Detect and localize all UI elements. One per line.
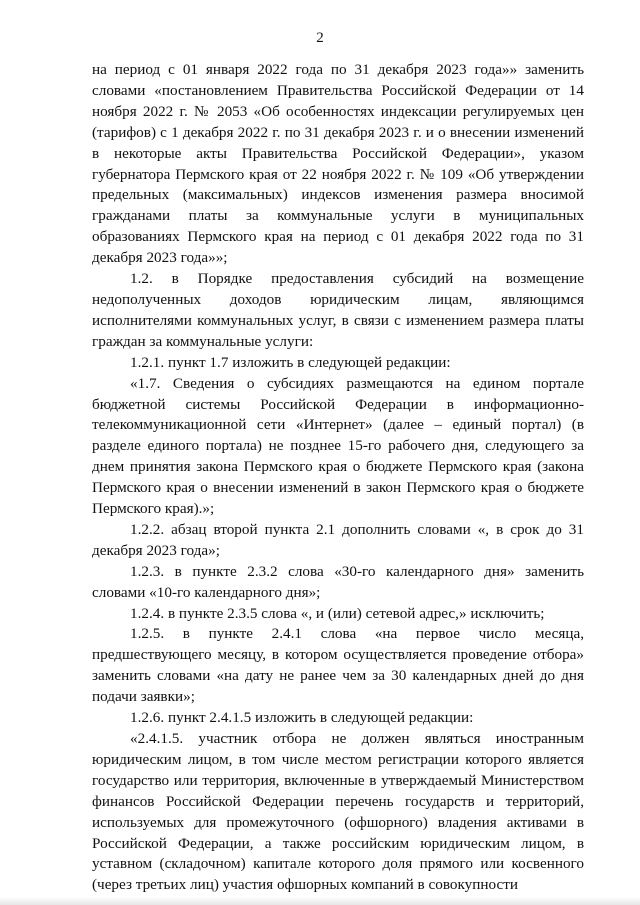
paragraph: 1.2.3. в пункте 2.3.2 слова «30-го календарного дня» заменить словами «10-го календарного дня»; <box>92 562 584 601</box>
paragraph: 1.2.5. в пункте 2.4.1 слова «на первое число месяца, предшествующего месяцу, в котором осуществляется проведение отбора» заменить словами «на дату не ранее чем за 30 календарных дней до дня подачи заявки»; <box>92 625 584 706</box>
paragraph: на период с 01 января 2022 года по 31 декабря 2023 года»» заменить словами «постановлением Правительства Российской Федерации от 14 ноября 2022 г. № 2053 «Об особенностях индексации регулируемых цен (тарифов) с 1 декабря 2022 г. по 31 декабря 2023 г. и о внесении изменений в некоторые акты Правительства Российской Федерации», указом губернатора Пермского края от 22 ноября 2022 г. № 109 «Об утверждении предельных (максимальных) индексов изменения размера вносимой гражданами платы за коммунальные услуги в муниципальных образованиях Пермского края на период с 01 декабря 2022 года по 31 декабря 2023 года»»; <box>92 61 584 267</box>
document-body <box>92 60 584 896</box>
paragraph: 1.2. в Порядке предоставления субсидий на возмещение недополученных доходов юридическим лицам, являющимся исполнителями коммунальных услуг, в связи с изменением размера платы граждан за коммунальные услуги: <box>92 270 584 350</box>
paragraph: «2.4.1.5. участник отбора не должен являться иностранным юридическим лицом, в том числе местом регистрации которого является государство или территория, включенные в утверждаемый Министерством финансов Российской Федерации перечень государств и территорий, используемых для промежуточного (офшорного) владения активами в Российской Федерации, а также российским юридическим лицом, в уставном (складочном) капитале которого доля прямого или косвенного (через третьих лиц) участия офшорных компаний в совокупности <box>92 730 584 894</box>
paragraph: 1.2.2. абзац второй пункта 2.1 дополнить словами «, в срок до 31 декабря 2023 года»; <box>92 520 584 559</box>
paragraph: 1.2.6. пункт 2.4.1.5 изложить в следующей редакции: <box>130 709 474 727</box>
page-bottom-edge <box>0 897 640 905</box>
paragraph: 1.2.1. пункт 1.7 изложить в следующей редакции: <box>130 353 451 371</box>
paragraph: 1.2.4. в пункте 2.3.5 слова «, и (или) сетевой адрес,» исключить; <box>130 604 545 622</box>
page-number: 2 <box>316 30 324 46</box>
paragraph: «1.7. Сведения о субсидиях размещаются на едином портале бюджетной системы Российской Федерации в информационно-телекоммуникационной сети «Интернет» (далее – единый портал) (в разделе единого портала) не позднее 15-го рабочего дня, следующего за днем принятия закона Пермского края о бюджете Пермского края (закона Пермского края о внесении изменений в закон Пермского края о бюджете Пермского края).»; <box>92 374 584 518</box>
